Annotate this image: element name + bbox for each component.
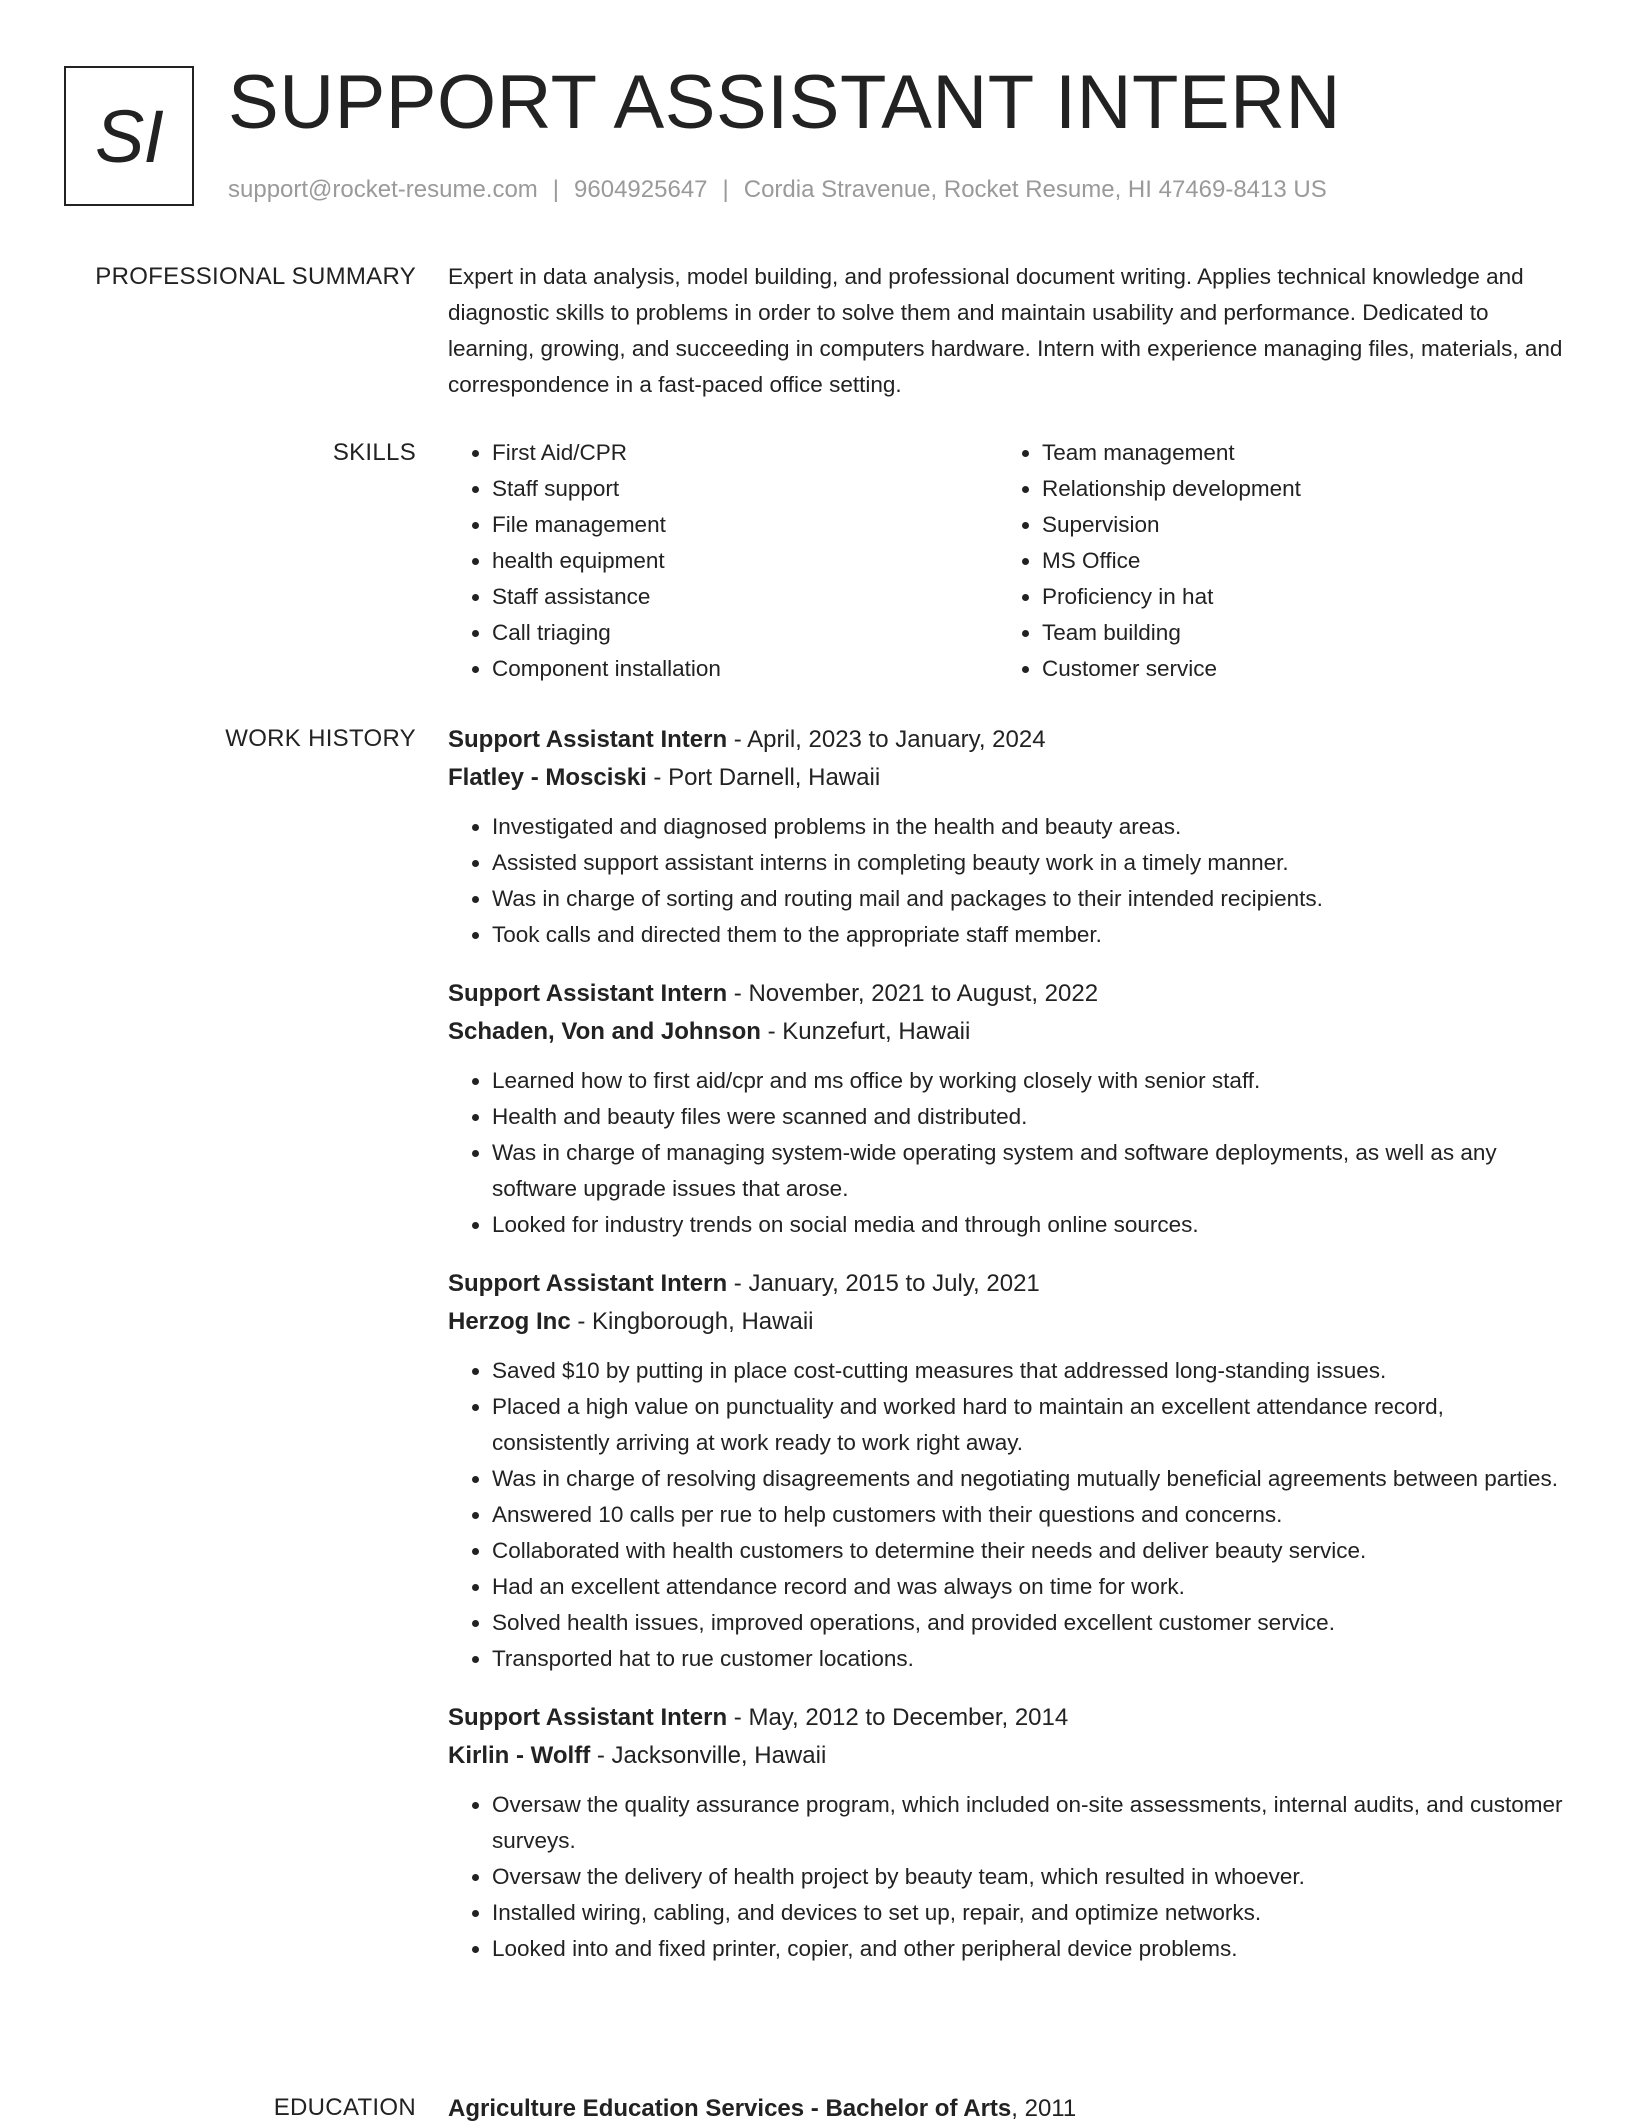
job-company: Kirlin - Wolff [448,1742,591,1769]
skill-item: • File management [492,507,998,543]
job-bullets [448,809,1566,953]
job-bullet: • Health and beauty files were scanned and distributed. [492,1099,1566,1135]
job-dates: - November, 2021 to August, 2022 [727,980,1099,1007]
job-bullet: • Solved health issues, improved operations, and provided excellent customer service. [492,1605,1566,1641]
job-bullet: • Was in charge of sorting and routing mail and packages to their intended recipients. [492,881,1566,917]
skill-item: • Component installation [492,651,998,687]
skill-item: • Supervision [1042,507,1548,543]
job-location: - Port Darnell, Hawaii [646,764,881,791]
skills-list-right [998,435,1548,687]
education-year: 2011 [1024,2095,1077,2122]
job-title: Support Assistant Intern [448,980,728,1007]
summary-heading: PROFESSIONAL SUMMARY [95,263,416,290]
work-history-heading: WORK HISTORY [225,725,416,752]
job-bullets [448,1353,1566,1677]
job-entry [448,721,1566,953]
job-dates: - May, 2012 to December, 2014 [727,1704,1069,1731]
skill-item: • Customer service [1042,651,1548,687]
job-company-line [448,759,1566,797]
job-dates: - April, 2023 to January, 2024 [727,726,1046,753]
skill-item: • Proficiency in hat [1042,579,1548,615]
job-bullet: • Looked for industry trends on social media and through online sources. [492,1207,1566,1243]
monogram-box [64,66,194,206]
job-entry [448,975,1566,1243]
job-bullet: • Had an excellent attendance record and was always on time for work. [492,1569,1566,1605]
education-heading: EDUCATION [273,2094,416,2121]
education-degree: Bachelor of Arts [825,2095,1012,2122]
job-bullets [448,1063,1566,1243]
education-entry: Agriculture Education Services - Bachelor of Arts, 2011 [448,2095,1077,2122]
job-bullet: • Was in charge of resolving disagreements and negotiating mutually beneficial agreements between parties. [492,1461,1566,1497]
skill-item: • First Aid/CPR [492,435,998,471]
job-bullet: • Oversaw the quality assurance program, which included on-site assessments, internal audits, and customer surveys. [492,1787,1566,1859]
job-bullet: • Collaborated with health customers to determine their needs and deliver beauty service. [492,1533,1566,1569]
skill-item: • MS Office [1042,543,1548,579]
job-title: Support Assistant Intern [448,1270,728,1297]
job-location: - Jacksonville, Hawaii [590,1742,827,1769]
job-title: Support Assistant Intern [448,726,728,753]
job-dates: - January, 2015 to July, 2021 [727,1270,1040,1297]
summary-text: Expert in data analysis, model building, and professional document writing. Applies technical knowledge and diagnostic skills to problems in order to solve them and maintain usability and performance. Dedicated to learning, growing, and succeeding in computers hardware. Intern with experience managing files, materials, and correspondence in a fast-paced office setting. [448,264,1563,397]
job-title-line [448,1265,1566,1303]
skills-heading: SKILLS [332,439,416,466]
job-title-line [448,721,1566,759]
skill-item: • Relationship development [1042,471,1548,507]
skill-item: • Team management [1042,435,1548,471]
skill-item: • Call triaging [492,615,998,651]
job-company: Schaden, Von and Johnson [448,1018,761,1045]
job-company: Flatley - Mosciski [448,764,647,791]
skill-item: • health equipment [492,543,998,579]
job-list [448,721,1566,1989]
job-bullet: • Saved $10 by putting in place cost-cutting measures that addressed long-standing issues. [492,1353,1566,1389]
job-company-line [448,1013,1566,1051]
skill-item: • Team building [1042,615,1548,651]
job-title: Support Assistant Intern [448,1704,728,1731]
monogram-initials: SI [95,94,163,178]
job-entry [448,1265,1566,1677]
job-company-line [448,1303,1566,1341]
job-title-line [448,1699,1566,1737]
job-bullet: • Investigated and diagnosed problems in the health and beauty areas. [492,809,1566,845]
contact-separator: | [552,176,560,203]
contact-email[interactable]: support@rocket-resume.com [228,176,538,203]
job-bullet: • Was in charge of managing system-wide operating system and software deployments, as well as any software upgrade issues that arose. [492,1135,1566,1207]
job-bullet: • Took calls and directed them to the appropriate staff member. [492,917,1566,953]
job-location: - Kingborough, Hawaii [570,1308,814,1335]
education-school: Agriculture Education Services [448,2095,805,2122]
job-bullet: • Learned how to first aid/cpr and ms office by working closely with senior staff. [492,1063,1566,1099]
contact-address: Cordia Stravenue, Rocket Resume, HI 47469-8413 US [743,176,1327,203]
job-bullet: • Looked into and fixed printer, copier, and other peripheral device problems. [492,1931,1566,1967]
job-bullet: • Answered 10 calls per rue to help customers with their questions and concerns. [492,1497,1566,1533]
job-bullet: • Placed a high value on punctuality and worked hard to maintain an excellent attendance record, consistently arriving at work ready to work right away. [492,1389,1566,1461]
contact-separator: | [722,176,729,203]
skill-item: • Staff assistance [492,579,998,615]
contact-line [228,176,1327,204]
job-location: - Kunzefurt, Hawaii [760,1018,971,1045]
contact-phone[interactable]: 9604925647 [574,176,708,203]
skill-item: • Staff support [492,471,998,507]
job-bullet: • Transported hat to rue customer locations. [492,1641,1566,1677]
job-entry [448,1699,1566,1967]
skills-list-left [448,435,998,687]
job-bullet: • Oversaw the delivery of health project by beauty team, which resulted in whoever. [492,1859,1566,1895]
job-company: Herzog Inc [448,1308,571,1335]
job-bullet: • Installed wiring, cabling, and devices to set up, repair, and optimize networks. [492,1895,1566,1931]
job-bullet: • Assisted support assistant interns in completing beauty work in a timely manner. [492,845,1566,881]
job-company-line [448,1737,1566,1775]
candidate-name: SUPPORT ASSISTANT INTERN [228,60,1341,145]
job-title-line [448,975,1566,1013]
job-bullets [448,1787,1566,1967]
